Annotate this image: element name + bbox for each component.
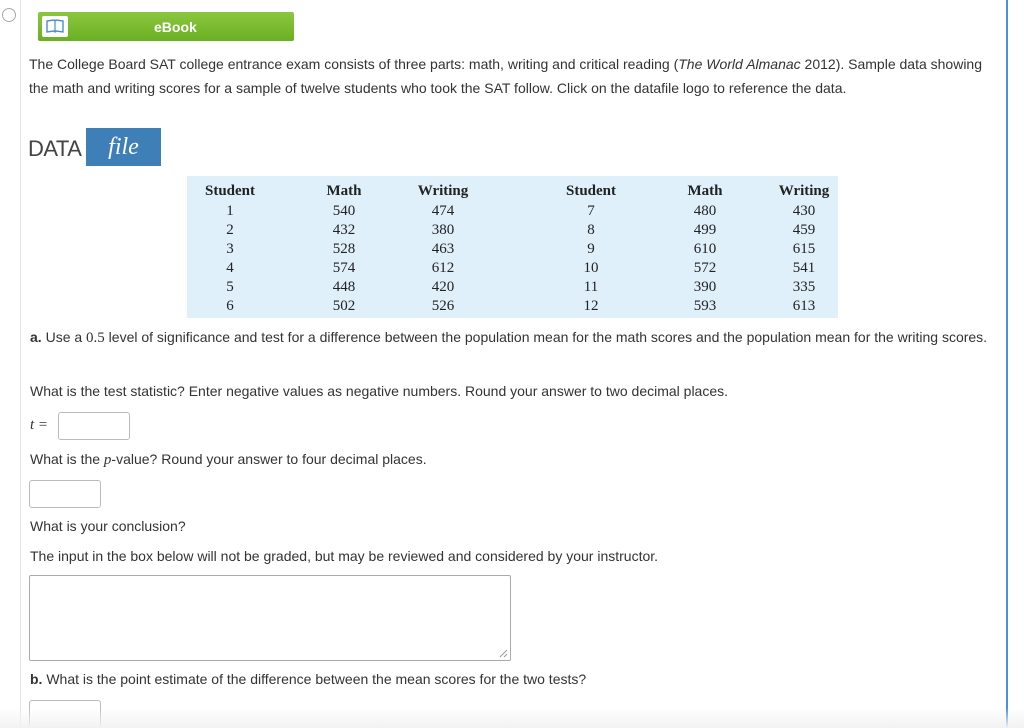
- ebook-label: eBook: [154, 19, 197, 35]
- t-label: t =: [30, 417, 49, 433]
- bottom-fade: [0, 708, 1024, 728]
- test-statistic-input[interactable]: [58, 412, 130, 440]
- part-b-question: b. What is the point estimate of the difference between the mean scores for the two tests?: [30, 671, 587, 687]
- datafile-logo[interactable]: [28, 128, 138, 166]
- ebook-button[interactable]: [38, 12, 294, 41]
- sat-scores-table: [187, 176, 838, 318]
- question-radio[interactable]: [2, 8, 16, 22]
- table-column-student: Student 1 2 3 4 5 6: [204, 183, 256, 314]
- conclusion-note: The input in the box below will not be graded, but may be reviewed and considered by your instructor.: [30, 548, 659, 564]
- table-column-math: Math 540 432 528 574 448 502: [326, 183, 362, 314]
- p-value-question: What is the p-value? Round your answer to four decimal places.: [30, 451, 427, 468]
- table-column-math: Math 480 499 610 572 390 593: [687, 183, 723, 314]
- datafile-data-text: DATA: [28, 136, 82, 161]
- part-a-question: a. Use a 0.5 level of significance and test for a difference between the population mean for the math scores and the population mean for the writing scores.: [30, 329, 988, 346]
- test-statistic-question: What is the test statistic? Enter negative values as negative numbers. Round your answer to two decimal places.: [30, 383, 729, 399]
- table-column-writing: Writing 474 380 463 612 420 526: [417, 183, 469, 314]
- table-column-writing: Writing 430 459 615 541 335 613: [778, 183, 830, 314]
- datafile-file-text: file: [86, 128, 161, 166]
- problem-intro: The College Board SAT college entrance exam consists of three parts: math, writing and critical reading (The World Almanac 2012). Sample data showing the math and writing scores for a sample of twelve students who took the SAT follow. Click on the datafile logo to reference the data.: [29, 56, 983, 96]
- table-column-student: Student 7 8 9 10 11 12: [565, 183, 617, 314]
- p-value-input[interactable]: [29, 480, 101, 508]
- left-rail: [0, 0, 21, 728]
- resize-handle-icon[interactable]: [499, 649, 508, 658]
- book-icon: [42, 16, 68, 37]
- conclusion-question: What is your conclusion?: [30, 518, 186, 534]
- conclusion-textarea[interactable]: [29, 575, 511, 661]
- question-border: [1006, 0, 1008, 728]
